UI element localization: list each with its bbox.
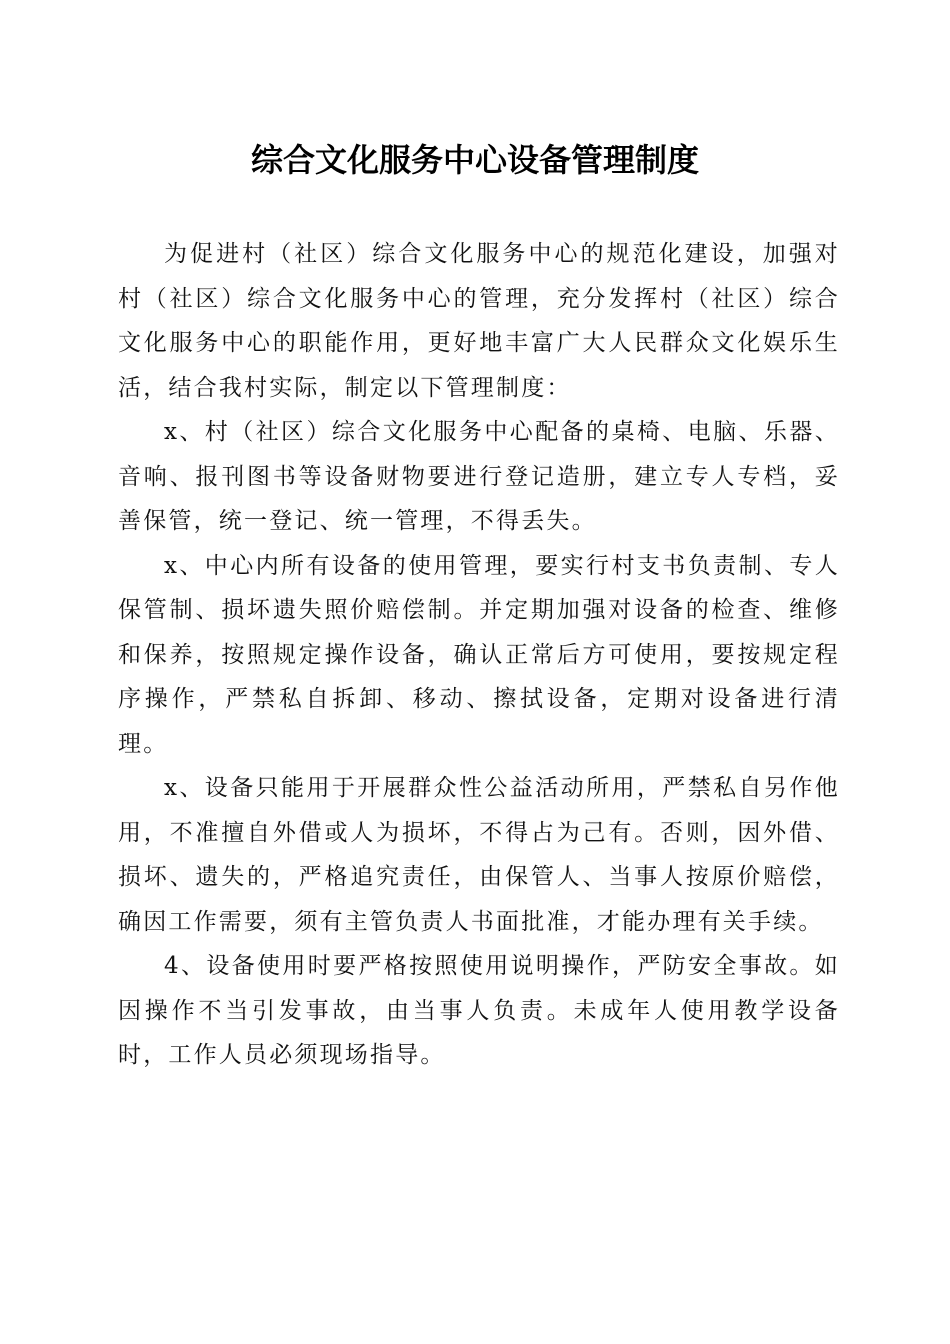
rule-paragraph-4: 4、设备使用时要严格按照使用说明操作，严防安全事故。如因操作不当引发事故，由当事人负责。未成年人使用教学设备时，工作人员必须现场指导。 xyxy=(118,953,840,1068)
document-body xyxy=(118,232,840,1078)
rule-paragraph-1: x、村（社区）综合文化服务中心配备的桌椅、电脑、乐器、音响、报刊图书等设备财物要进行登记造册，建立专人专档，妥善保管，统一登记、统一管理，不得丢失。 xyxy=(118,419,840,534)
document-title: 综合文化服务中心设备管理制度 xyxy=(250,141,699,179)
rule-paragraph-3: x、设备只能用于开展群众性公益活动所用，严禁私自另作他用，不准擅自外借或人为损坏，不得占为己有。否则，因外借、损坏、遗失的，严格追究责任，由保管人、当事人按原价赔偿，确因工作需要，须有主管负责人书面批准，才能办理有关手续。 xyxy=(118,775,840,935)
rule-paragraph-2: x、中心内所有设备的使用管理，要实行村支书负责制、专人保管制、损坏遗失照价赔偿制。并定期加强对设备的检查、维修和保养，按照规定操作设备，确认正常后方可使用，要按规定程序操作，严禁私自拆卸、移动、擦拭设备，定期对设备进行清理。 xyxy=(118,552,840,757)
intro-paragraph: 为促进村（社区）综合文化服务中心的规范化建设，加强对村（社区）综合文化服务中心的管理，充分发挥村（社区）综合文化服务中心的职能作用，更好地丰富广大人民群众文化娱乐生活，结合我村实际，制定以下管理制度： xyxy=(118,241,840,401)
